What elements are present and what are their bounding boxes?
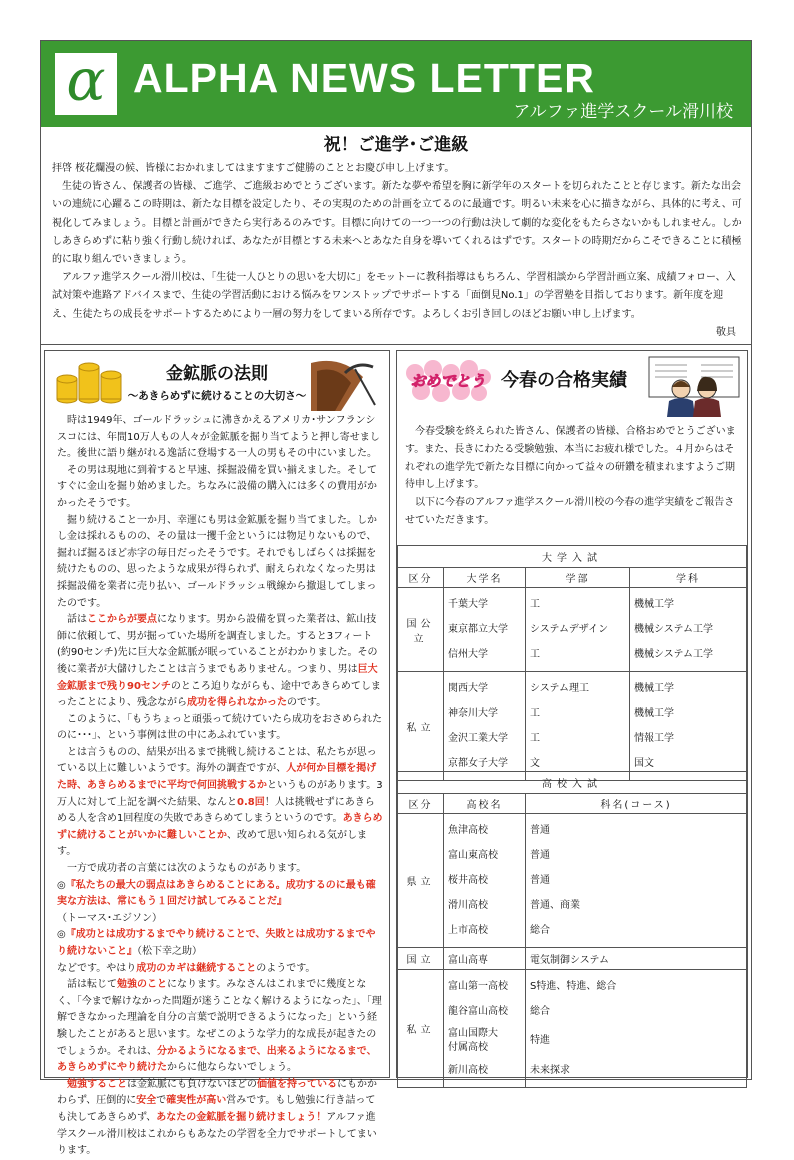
university-name-cell: 千葉大学 東京都立大学 信州大学 (444, 588, 526, 672)
section-divider (41, 344, 751, 345)
school-name-cell: 富山第一高校 龍谷富山高校 富山国際大 付属高校 新川高校 (444, 970, 526, 1088)
gold-vein-body (57, 413, 383, 1160)
category-cell: 私立 (398, 672, 444, 781)
students-illustration-icon (647, 355, 741, 417)
category-cell: 県立 (398, 814, 444, 948)
table-header: 大学名 (444, 568, 526, 588)
celebration-badge-text: おめでとう (410, 372, 486, 390)
course-cell: 電気制御システム (526, 948, 747, 970)
article-paragraph: 時は1949年、ゴールドラッシュに沸きかえるアメリカ･サンフランシスコには、年間10万人もの人々が金鉱脈を掘り当てようと押し寄せました。後世に語り継がれる逸話に登場する一人の男もその中にいました。 (57, 415, 380, 460)
faculty-cell: システム理工 工 工 文 (526, 672, 630, 781)
table-row (398, 948, 747, 970)
article-paragraph: このように、「もうちょっと頑張って続けていたら成功をおさめられたのに･･･」、という事例は世の中にあふれています。 (57, 713, 382, 742)
department-cell: 機械工学 機械システム工学 機械システム工学 (630, 588, 747, 672)
course-cell: S特進、特進、総合 総合 特進 未来探求 (526, 970, 747, 1088)
faculty-cell: 工 システムデザイン 工 (526, 588, 630, 672)
school-name-cell: 富山高専 (444, 948, 526, 970)
results-intro (405, 423, 743, 530)
greeting-paragraph: アルファ進学スクール滑川校は、「生徒一人ひとりの思いを大切に」をモットーに教科指導はもちろん、学習相談から学習計画立案、成績フォロー、入試対策や進路アドバイスまで、生徒の学習活動における悩みをワンストップでサポートする「面倒見No.1」の学習塾を目指しております。新年度を迎え、生徒たちの成長をサポートするためにより一層の努力をしてまいる所存です。よろしくお引き回しのほどお願い申し上げます。 (52, 272, 736, 320)
table-row (398, 814, 747, 948)
table-header: 学科 (630, 568, 747, 588)
school-name-cell: 魚津高校 富山東高校 桜井高校 滑川高校 上市高校 (444, 814, 526, 948)
table-header: 学部 (526, 568, 630, 588)
article-paragraph: 掘り続けること一か月、幸運にも男は金鉱脈を掘り当てました。しかし金は採れるものの、その量は一攫千金というには物足りないもので、掘れば掘るほど赤字の毎日だったそうです。それでもしばらくは採掘を続けたものの、思ったような成果が得られず、耐えられなくなった男は採掘設備を業者に売り払い、ゴールドラッシュ戦線から撤退してしまったのです。 (57, 514, 377, 609)
table-header: 高校名 (444, 794, 526, 814)
table-header: 区分 (398, 794, 444, 814)
newsletter-title: ALPHA NEWS LETTER (133, 55, 595, 101)
table-header: 区分 (398, 568, 444, 588)
results-title: 今春の合格実績 (501, 370, 627, 391)
article-paragraph: その男は現地に到着すると早速、採掘設備を買い揃えました。そしてすぐに金山を掘り始めました。ちなみに設備の購入には多くの費用がかかったそうです。 (57, 464, 377, 509)
quote-matsushita: ◎『成功とは成功するまでやり続けることで、失敗とは成功するまでやり続けないこと』（松下幸之助） (57, 929, 376, 957)
article-paragraph: 一方で成功者の言葉には次のようなものがあります。 (67, 863, 307, 875)
highschool-table-caption: 高校入試 (398, 772, 747, 794)
quote-edison: ◎『私たちの最大の弱点はあきらめることにある。成功するのに最も確実な方法は、常にもう１回だけ試してみることだ』（トーマス･エジソン） (57, 879, 376, 924)
newsletter-header (41, 41, 751, 127)
category-cell: 国立 (398, 948, 444, 970)
table-row (398, 588, 747, 672)
results-section (396, 350, 748, 1078)
greeting-letter (52, 160, 742, 342)
table-header: 科名(コース) (526, 794, 747, 814)
category-cell: 国公立 (398, 588, 444, 672)
course-cell: 普通 普通 普通 普通、商業 総合 (526, 814, 747, 948)
department-cell: 機械工学 機械工学 情報工学 国文 (630, 672, 747, 781)
greeting-closing: 敬具 (716, 326, 736, 338)
category-cell: 私立 (398, 970, 444, 1088)
article-paragraph: 話はここからが要点になります。男から設備を買った業者は、鉱山技師に依頼して、男が掘っていた場所を調査しました。すると3フィート(約90センチ)先に巨大な金鉱脈が眠っていることがわかりました。その後に業者が大儲けしたことは言うまでもありません。つまり、男は巨大金鉱脈まで残り90センチのところ迫りながらも、途中であきらめてしまったことにより、残念ながら成功を得られなかったのです。 (57, 614, 381, 709)
university-name-cell: 関西大学 神奈川大学 金沢工業大学 京都女子大学 (444, 672, 526, 781)
greeting-paragraph: 拝啓 桜花爛漫の候、皆様におかれましてはますますご健勝のこととお慶び申し上げます。 (52, 163, 455, 174)
alpha-logo-glyph: α (66, 46, 106, 114)
gold-vein-title: 金鉱脈の法則 (166, 364, 268, 384)
alpha-logo (55, 46, 117, 115)
greeting-paragraph: 生徒の皆さん、保護者の皆様、ご進学、ご進級おめでとうございます。新たな夢や希望を胸に新学年のスタートを切られたことと存じます。新たな出会いの連続に心躍るこの時期は、新たな目標を設定したり、その実現のための計画を立てるのに最適です。明るい未来を心に描きながら、具体的に考え、可視化してみましょう。目標と計画ができたら実行あるのみです。目標に向けての一つ一つの行動は決して劇的な変化をもたらさないかもしれません。しかしあきらめずに粘り強く行動し続ければ、あなたが目標とする未来へとあなた自身を導いてくれるはずです。スタートの時期だからこそできることに積極的に取り組んでいきましょう。 (52, 181, 742, 266)
results-paragraph: 今春受験を終えられた皆さん、保護者の皆様、合格おめでとうございます。また、長きにわたる受験勉強、本当にお疲れ様でした。４月からはそれぞれの進学先で新たな目標に向かって益々の研鑽を積まれますようご期待申し上げます。 (405, 426, 736, 491)
article-paragraph: などです。やはり成功のカギは継続することのようです。 (57, 962, 316, 974)
results-paragraph: 以下に今春のアルファ進学スクール滑川校の今春の進学実績をご報告させていただきます。 (405, 497, 735, 526)
university-table-caption: 大学入試 (398, 546, 747, 568)
table-row (398, 970, 747, 1088)
gold-vein-subtitle: ～あきらめずに続けることの大切さ～ (127, 390, 307, 402)
celebration-badge-icon (403, 359, 493, 405)
university-results-table (397, 545, 747, 781)
article-paragraph: 勉強することは金鉱脈にも負けないほどの価値を持っているにもかかわらず、圧倒的に安全で確実性が高い営みです。もし勉強に行き詰っても決してあきらめず、あなたの金鉱脈を掘り続けましょう！アルファ進学スクール滑川校はこれからもあなたの学習を全力でサポートしてまいります。 (57, 1078, 377, 1157)
school-name: アルファ進学スクール滑川校 (513, 102, 733, 122)
table-row (398, 672, 747, 781)
greeting-title: 祝！ご進学･ご進級 (323, 135, 469, 155)
gold-vein-article (44, 350, 390, 1157)
article-paragraph: とは言うものの、結果が出るまで挑戦し続けることは、私たちが思っている以上に難しいようです。海外の調査ですが、人が何か目標を掲げた時、あきらめるまでに平均で何回挑戦するかというものがあります。3万人に対して上記を調べた結果、なんと0.8回！人は挑戦せずにあきらめる人を含め1回程度の失敗であきらめてしまうというのです。あきらめずに続けることがいかに難しいことか、改めて思い知られる気がします。 (57, 746, 383, 858)
article-paragraph: 話は転じて勉強のことになります。みなさんはこれまでに幾度となく、「今まで解けなかった問題が迷うことなく解けるようになった」、「理解できなかった理論を自分の言葉で説明できるようになった」という経験したことがあると思います。なぜこのような学力的な成長が起きたのでしょうか。それは、分かるようになるまで、出来るようになるまで、あきらめずにやり続けたからに他ならないでしょう。 (57, 979, 382, 1074)
highschool-results-table (397, 771, 747, 1088)
